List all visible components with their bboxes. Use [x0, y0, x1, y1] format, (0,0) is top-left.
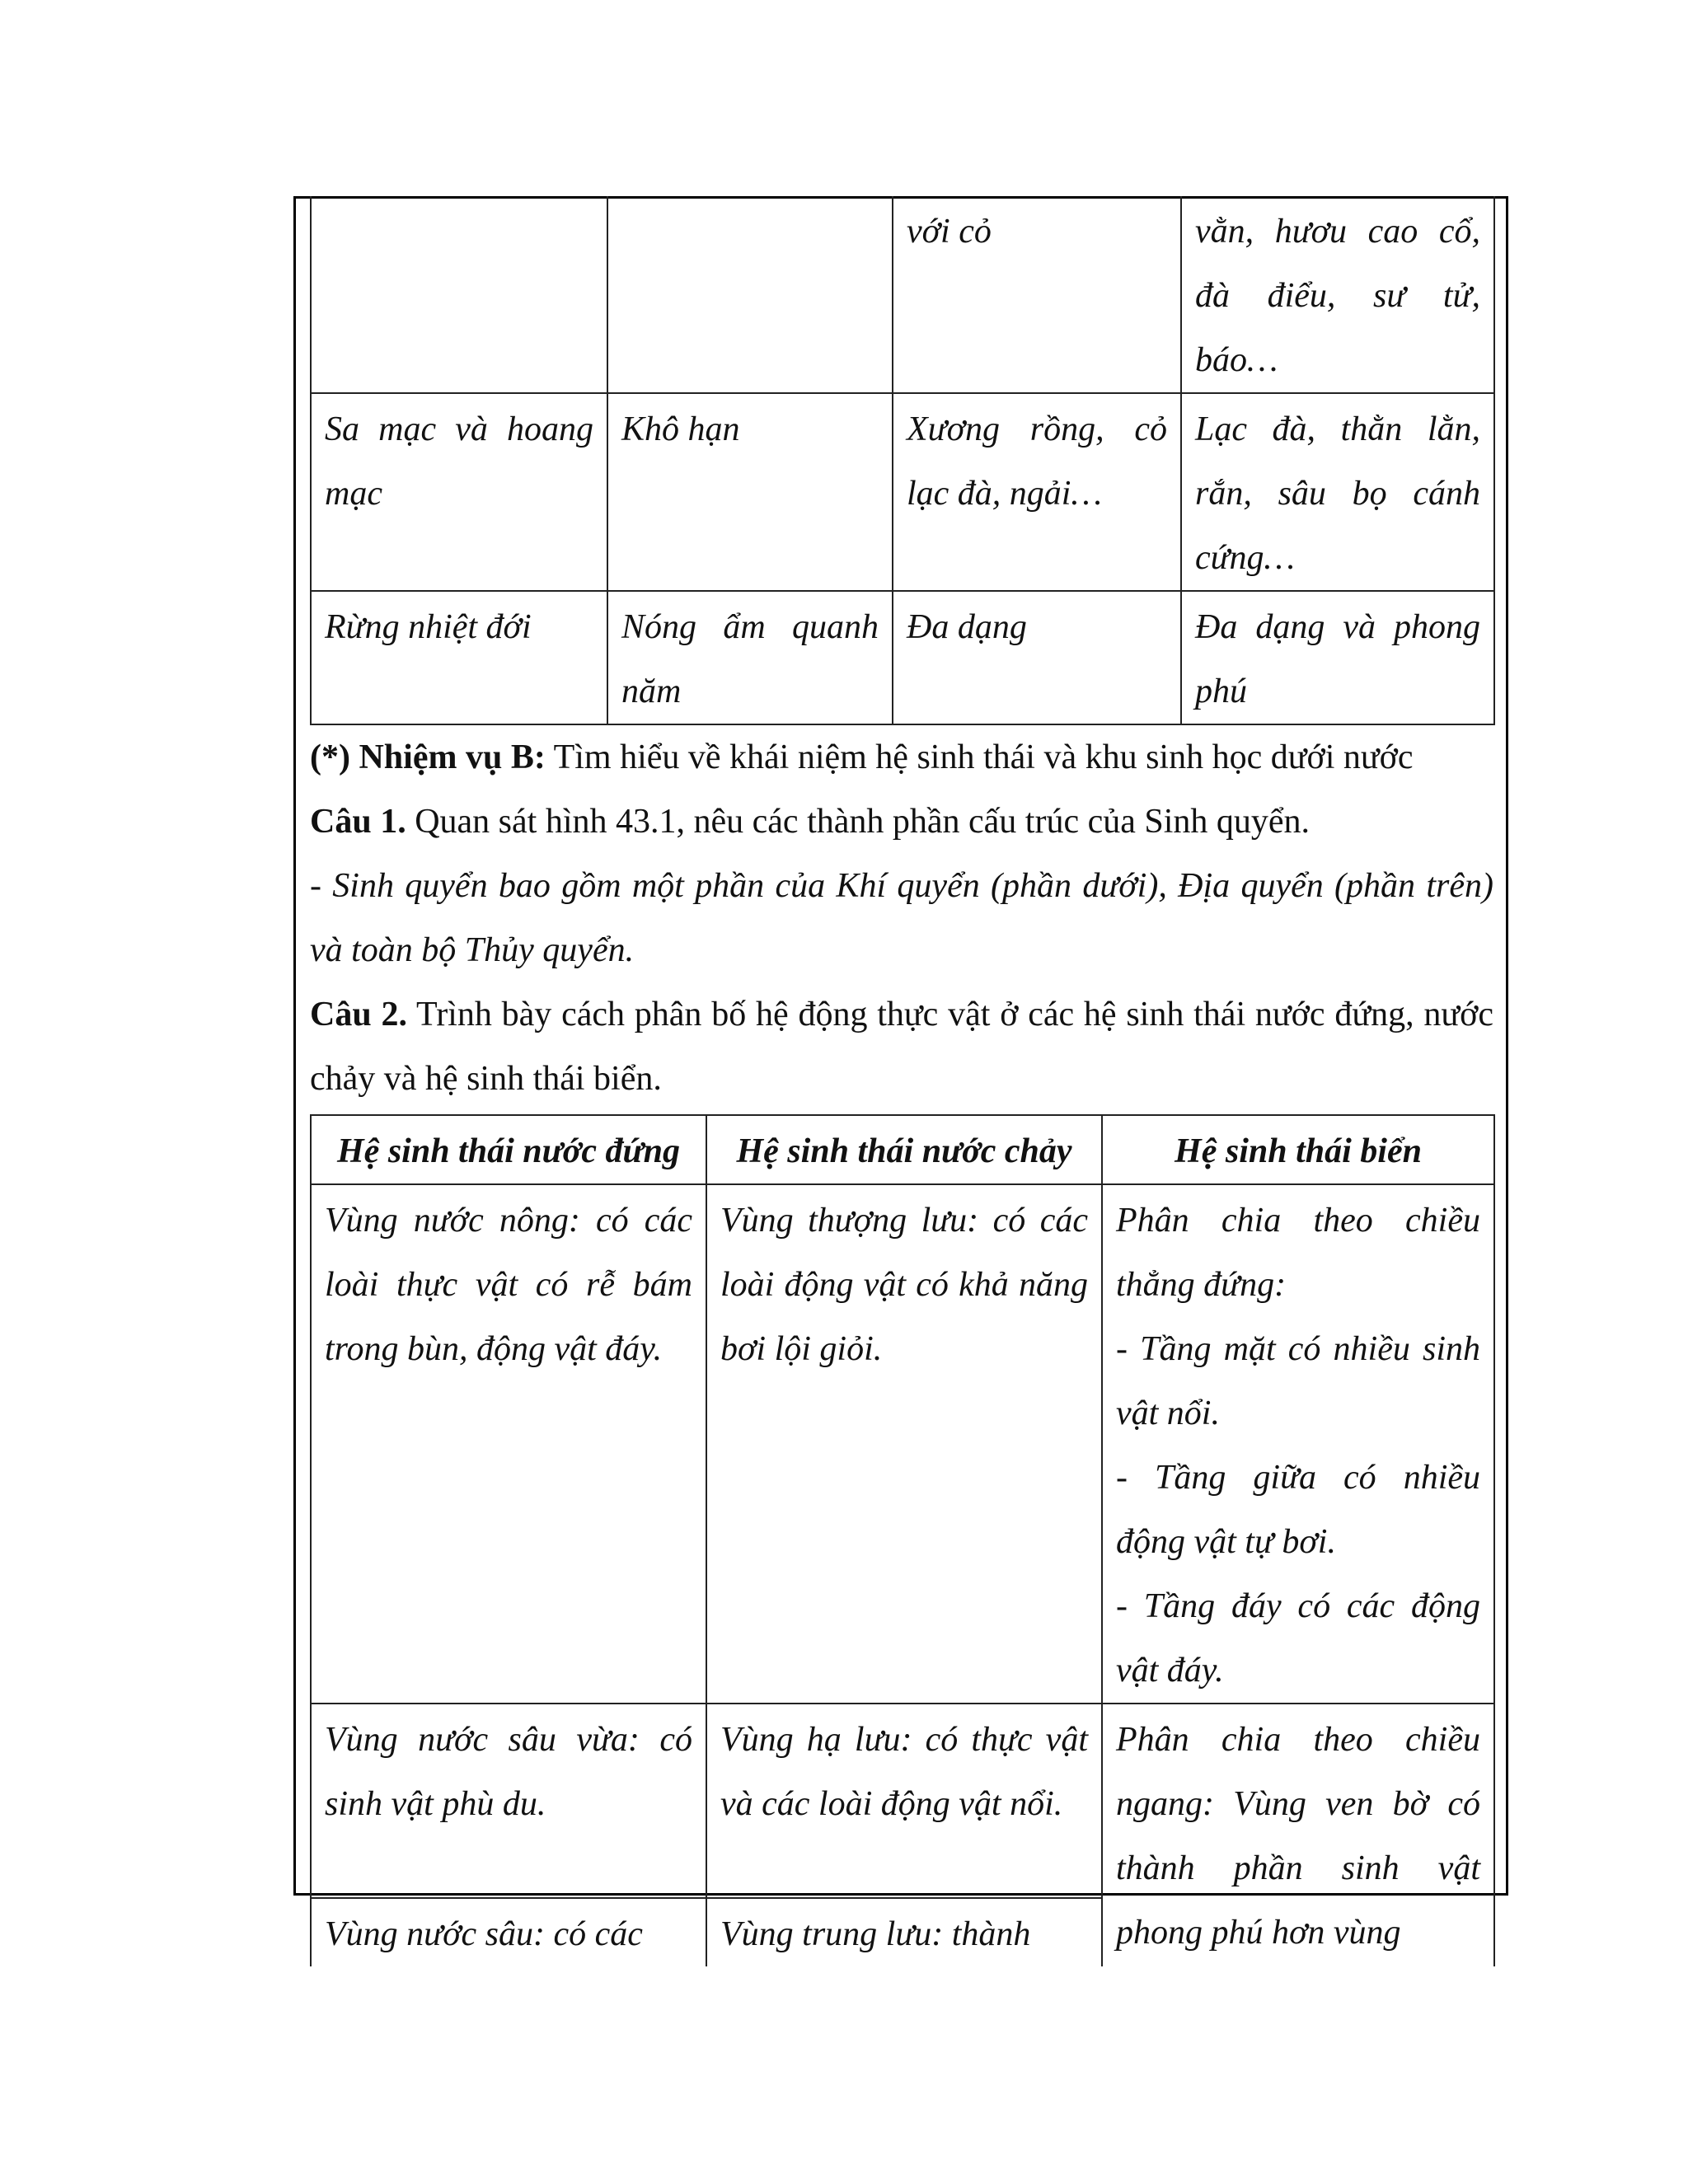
- cell-line: - Tầng giữa có nhiều động vật tự bơi.: [1116, 1459, 1480, 1561]
- table-header-row: [311, 1115, 1494, 1184]
- question-2-text: Trình bày cách phân bố hệ động thực vật ở các hệ sinh thái nước đứng, nước chảy và hệ sinh thái biển.: [310, 996, 1493, 1098]
- task-heading: [310, 725, 1493, 790]
- task-label: (*) Nhiệm vụ B:: [310, 738, 546, 776]
- biome-table: [310, 196, 1495, 725]
- table-cell: Xương rồng, cỏ lạc đà, ngải…: [893, 393, 1181, 591]
- question-2: [310, 982, 1493, 1111]
- table-cell: Sa mạc và hoang mạc: [311, 393, 607, 591]
- table-row: [311, 1184, 1494, 1704]
- table-row: [311, 196, 1494, 393]
- aquatic-ecosystem-table: [310, 1114, 1495, 1966]
- table-cell: Nóng ẩm quanh năm: [607, 591, 893, 724]
- table-cell: Rừng nhiệt đới: [311, 591, 607, 724]
- table-cell: Vùng nước nông: có các loài thực vật có rễ bám trong bùn, động vật đáy.: [311, 1184, 706, 1704]
- column-header: Hệ sinh thái biển: [1102, 1115, 1494, 1184]
- question-1-label: Câu 1.: [310, 803, 406, 841]
- cell-line: - Tầng mặt có nhiều sinh vật nổi.: [1116, 1330, 1480, 1432]
- table-cell: Khô hạn: [607, 393, 893, 591]
- table-row: [311, 1704, 1494, 1898]
- table-cell: [607, 196, 893, 393]
- cell-line: - Tầng đáy có các động vật đáy.: [1116, 1587, 1480, 1690]
- table-cell: Lạc đà, thằn lằn, rắn, sâu bọ cánh cứng…: [1181, 393, 1494, 591]
- table-cell: Phân chia theo chiều ngang: Vùng ven bờ có thành phần sinh vật phong phú hơn vùng: [1102, 1704, 1494, 1966]
- question-1: [310, 790, 1493, 854]
- table-row: [311, 591, 1494, 724]
- table-cell: Vùng nước sâu vừa: có sinh vật phù du.: [311, 1704, 706, 1898]
- table-cell: với cỏ: [893, 196, 1181, 393]
- table-cell: vằn, hươu cao cổ, đà điểu, sư tử, báo…: [1181, 196, 1494, 393]
- table-cell: Vùng thượng lưu: có các loài động vật có khả năng bơi lội giỏi.: [706, 1184, 1102, 1704]
- table-cell: Vùng hạ lưu: có thực vật và các loài động vật nổi.: [706, 1704, 1102, 1898]
- column-header: Hệ sinh thái nước đứng: [311, 1115, 706, 1184]
- table-row: [311, 393, 1494, 591]
- task-text: Tìm hiểu về khái niệm hệ sinh thái và khu sinh học dưới nước: [545, 738, 1414, 776]
- table-cell: [1102, 1184, 1494, 1704]
- table-cell: Đa dạng: [893, 591, 1181, 724]
- table-cell: Vùng trung lưu: thành: [706, 1898, 1102, 1966]
- question-2-label: Câu 2.: [310, 996, 407, 1033]
- column-header: Hệ sinh thái nước chảy: [706, 1115, 1102, 1184]
- document-content: [310, 196, 1493, 1966]
- table-cell: Đa dạng và phong phú: [1181, 591, 1494, 724]
- question-1-text: Quan sát hình 43.1, nêu các thành phần cấu trúc của Sinh quyển.: [406, 803, 1311, 841]
- cell-line: Phân chia theo chiều thẳng đứng:: [1116, 1202, 1480, 1304]
- table-cell: Vùng nước sâu: có các: [311, 1898, 706, 1966]
- question-1-answer: - Sinh quyển bao gồm một phần của Khí quyển (phần dưới), Địa quyển (phần trên) và toàn bộ Thủy quyển.: [310, 867, 1493, 969]
- table-cell: [311, 196, 607, 393]
